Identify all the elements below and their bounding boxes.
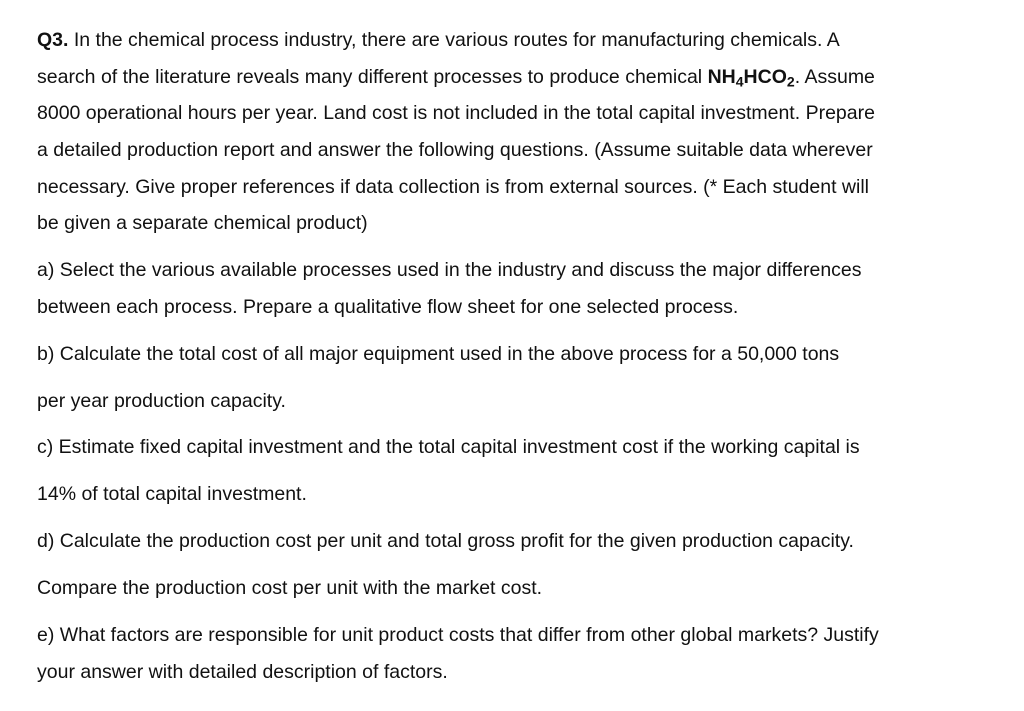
- question-intro-line-5: necessary. Give proper references if data collection is from external sources. (* Each student will: [37, 176, 870, 198]
- formula-part-1: NH: [707, 66, 736, 88]
- question-intro-line-1: [37, 28, 840, 52]
- formula-subscript-1: 4: [735, 73, 744, 90]
- part-c-line-1: c) Estimate fixed capital investment and the total capital investment cost if the working capital is: [37, 436, 860, 458]
- question-intro-line-6: be given a separate chemical product): [37, 212, 368, 234]
- part-e-line-2: your answer with detailed description of factors.: [37, 661, 448, 683]
- question-intro-line-2: [37, 65, 875, 89]
- question-intro-line-4: a detailed production report and answer the following questions. (Assume suitable data wherever: [37, 139, 873, 161]
- formula-part-2: HCO: [743, 66, 787, 88]
- intro-text-2: search of the literature reveals many different processes to produce chemical: [37, 66, 708, 88]
- part-d-line-1: d) Calculate the production cost per unit and total gross profit for the given production capacity.: [37, 530, 854, 552]
- question-intro-line-3: 8000 operational hours per year. Land cost is not included in the total capital investment. Prepare: [37, 102, 875, 124]
- part-a-line-2: between each process. Prepare a qualitative flow sheet for one selected process.: [37, 296, 739, 318]
- part-c-line-2: 14% of total capital investment.: [37, 483, 307, 505]
- formula-subscript-2: 2: [786, 73, 795, 90]
- part-a-line-1: a) Select the various available processes used in the industry and discuss the major differences: [37, 259, 862, 281]
- part-b-line-2: per year production capacity.: [37, 390, 286, 412]
- part-e-line-1: e) What factors are responsible for unit product costs that differ from other global markets? Justify: [37, 624, 879, 646]
- part-d-line-2: Compare the production cost per unit with the market cost.: [37, 577, 543, 599]
- chemical-formula: [708, 66, 795, 88]
- part-b-line-1: b) Calculate the total cost of all major equipment used in the above process for a 50,000 tons: [37, 343, 840, 365]
- question-number: Q3.: [37, 29, 69, 51]
- intro-text-2b: . Assume: [794, 66, 875, 88]
- intro-text-1: In the chemical process industry, there are various routes for manufacturing chemicals. A: [68, 29, 840, 51]
